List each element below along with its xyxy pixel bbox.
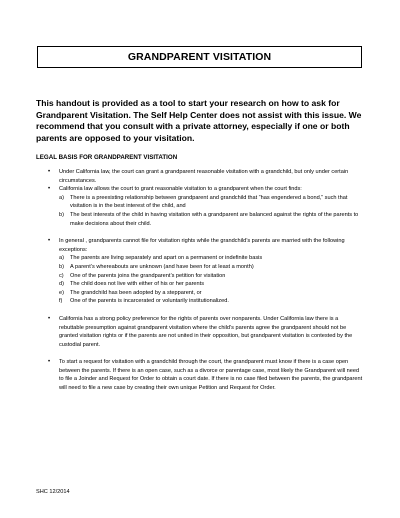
bullet-dot-icon: • bbox=[48, 315, 51, 322]
bullet-dot-icon: • bbox=[48, 238, 51, 245]
bullet-text: California law allows the court to grant reasonable visitation to a grandparent when the court finds: bbox=[59, 186, 302, 193]
list-letter: c) bbox=[59, 272, 64, 279]
document-body bbox=[46, 168, 364, 393]
list-text: The parents are living separately and apart on a permanent or indefinite basis bbox=[70, 255, 263, 262]
bullet-item bbox=[46, 168, 364, 185]
list-letter: a) bbox=[59, 194, 64, 201]
list-letter: d) bbox=[59, 281, 64, 288]
bullet-text: To start a request for visitation with a grandchild through the court, the grandparent must know if there is a case open between the parents. If there is an open case, such as a divorce or parentage case, most likely the Grandparent will need to file a Joinder and Request for Order to obtain a court date. If there is no case filed between the parents, the grandparent will need to file a new case by creating their own unique Petition and Request for Order. bbox=[59, 359, 363, 392]
bullet-dot-icon: • bbox=[48, 359, 51, 366]
list-letter: a) bbox=[59, 255, 64, 262]
list-text: One of the parents joins the grandparent’s petition for visitation bbox=[70, 272, 226, 279]
bullet-item bbox=[46, 185, 364, 194]
list-letter: b) bbox=[59, 211, 64, 218]
list-item bbox=[46, 289, 364, 298]
list-text: One of the parents is incarcerated or voluntarily institutionalized. bbox=[70, 298, 229, 305]
bullet-text: California has a strong policy preference for the rights of parents over nonparents. Under California law there is a rebuttable presumption against grandparent visitation where the child’s parents agree the grandparent should not be granted visitation rights or if the parents are not united in their opposition, but grandparent visitation is contested by the custodial parent. bbox=[59, 315, 353, 348]
list-item bbox=[46, 254, 364, 263]
exceptions-list bbox=[46, 254, 364, 306]
list-letter: f) bbox=[59, 298, 63, 305]
bullet-text: Under California law, the court can grant a grandparent reasonable visitation with a grandchild, but only under certain circumstances. bbox=[59, 169, 349, 184]
bullet-dot-icon: • bbox=[48, 186, 51, 193]
footer-code: SHC 12/2014 bbox=[36, 489, 70, 495]
list-item bbox=[46, 263, 364, 272]
bullet-item bbox=[46, 358, 364, 392]
list-text: A parent’s whereabouts are unknown (and have been for at least a month) bbox=[70, 263, 254, 270]
section-heading: LEGAL BASIS FOR GRANDPARENT VISITATION bbox=[36, 154, 178, 161]
list-item bbox=[46, 297, 364, 306]
list-item bbox=[46, 211, 364, 228]
list-text: The grandchild has been adopted by a stepparent, or bbox=[70, 289, 202, 296]
list-item bbox=[46, 194, 364, 211]
bullet-text: In general , grandparents cannot file for visitation rights while the grandchild’s parents are married with the following exceptions: bbox=[59, 238, 345, 253]
bullet-item bbox=[46, 237, 364, 254]
findings-list bbox=[46, 194, 364, 228]
list-letter: b) bbox=[59, 263, 64, 270]
list-item bbox=[46, 272, 364, 281]
document-title: GRANDPARENT VISITATION bbox=[37, 46, 362, 68]
list-text: The best interests of the child in having visitation with a grandparent are balanced against the rights of the parents to make decisions about their child. bbox=[70, 211, 359, 227]
list-item bbox=[46, 280, 364, 289]
list-text: The child does not live with either of his or her parents bbox=[70, 281, 205, 288]
bullet-item bbox=[46, 315, 364, 349]
intro-paragraph: This handout is provided as a tool to start your research on how to ask for Grandparent Visitation. The Self Help Center does not assist with this issue. We recommend that you consult with a private attorney, especially if one or both parents are opposed to your visitation. bbox=[36, 98, 362, 143]
list-text: There is a preexisting relationship between grandparent and grandchild that “has engendered a bond,” such that visitation is in the best interest of the child, and bbox=[70, 194, 348, 210]
bullet-dot-icon: • bbox=[48, 169, 51, 175]
list-letter: e) bbox=[59, 289, 64, 296]
